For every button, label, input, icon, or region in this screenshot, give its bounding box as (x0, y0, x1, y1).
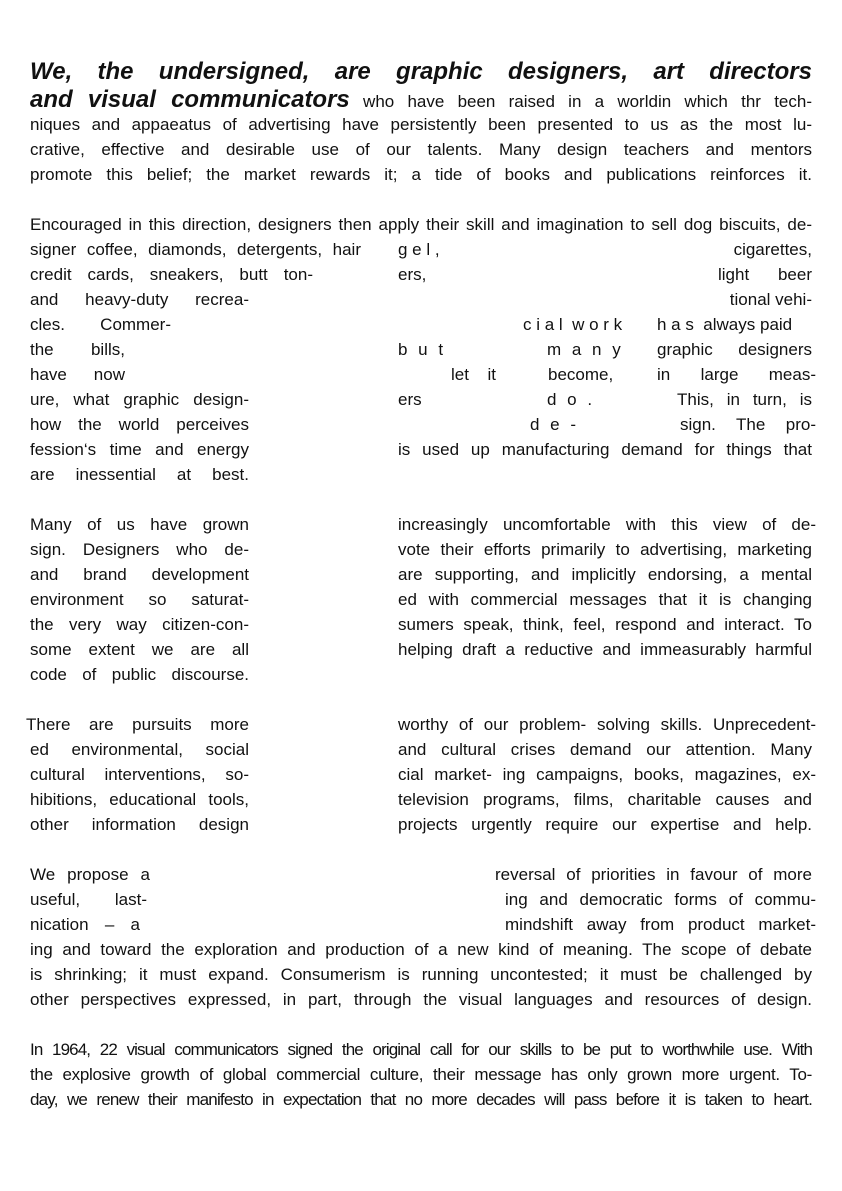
paragraph-2-fragment: ers, (398, 265, 427, 284)
paragraph-2-fragment: sign. The pro- (680, 415, 816, 434)
paragraph-2-fragment: is used up manufacturing demand for things that (398, 440, 812, 459)
paragraph-5-right-line: mindshift away from product market- (505, 915, 816, 934)
paragraph-4-right-line: and cultural crises demand our attention. Many (398, 740, 812, 759)
headline-line-2: and visual communicators (30, 86, 350, 113)
paragraph-2-fragment: let it (451, 365, 496, 384)
paragraph-3-right-line: helping draft a reductive and immeasurably harmful (398, 640, 812, 659)
paragraph-3-right-line: vote their efforts primarily to advertising, marketing (398, 540, 812, 559)
paragraph-5-left-line: nication – a (30, 915, 140, 934)
paragraph-1-line: niques and appaeatus of advertising have persistently been presented to us as the most lu- (30, 115, 812, 134)
paragraph-4-right-line: television programs, films, charitable causes and (398, 790, 812, 809)
paragraph-2-fragment: g e l , (398, 240, 440, 259)
paragraph-6-line: the explosive growth of global commercial culture, their message has only grown more urgent. To- (30, 1065, 812, 1084)
paragraph-2-left-line: credit cards, sneakers, butt ton- (30, 265, 313, 284)
paragraph-2-fragment: d e - (530, 415, 580, 434)
paragraph-1-line: crative, effective and desirable use of our talents. Many design teachers and mentors (30, 140, 812, 159)
paragraph-3-right-line: are supporting, and implicitly endorsing, a mental (398, 565, 812, 584)
paragraph-5-left-line: useful, last- (30, 890, 147, 909)
paragraph-2-left-line: fession‘s time and energy (30, 440, 249, 459)
paragraph-2-fragment: This, in turn, is (677, 390, 812, 409)
paragraph-3-right-line: sumers speak, think, feel, respond and interact. To (398, 615, 812, 634)
paragraph-2-fragment: become, (548, 365, 614, 384)
paragraph-5-right-line: reversal of priorities in favour of more (495, 865, 812, 884)
paragraph-2-left-line: how the world perceives (30, 415, 249, 434)
paragraph-4-left-line: hibitions, educational tools, (30, 790, 249, 809)
paragraph-2-fragment: d o . (547, 390, 596, 409)
paragraph-4-left-line: other information design (30, 815, 249, 834)
paragraph-4-left-line: cultural interventions, so- (30, 765, 249, 784)
paragraph-2-left-line: ure, what graphic design- (30, 390, 249, 409)
paragraph-3-left-line: sign. Designers who de- (30, 540, 249, 559)
paragraph-3-right-line: increasingly uncomfortable with this view of de- (398, 515, 816, 534)
paragraph-2-left-line: signer coffee, diamonds, detergents, hair (30, 240, 361, 259)
paragraph-5-line: ing and toward the exploration and production of a new kind of meaning. The scope of debate (30, 940, 812, 959)
paragraph-2-fragment: h a s always paid (657, 315, 793, 334)
headline-line-1: We, the undersigned, are graphic designers, art directors (30, 58, 812, 85)
paragraph-3-left-line: code of public discourse. (30, 665, 249, 684)
paragraph-2-left-line: cles. Commer- (30, 315, 171, 334)
paragraph-2-fragment: graphic designers (657, 340, 812, 359)
paragraph-2-left-line: are inessential at best. (30, 465, 249, 484)
paragraph-3-left-line: some extent we are all (30, 640, 249, 659)
paragraph-4-right-line: cial market- ing campaigns, books, magazines, ex- (398, 765, 816, 784)
paragraph-4-left-line: ed environmental, social (30, 740, 249, 759)
paragraph-2-fragment: c i a l w o r k (523, 315, 623, 334)
paragraph-5-line: is shrinking; it must expand. Consumerism is running uncontested; it must be challenged by (30, 965, 812, 984)
paragraph-2-fragment: cigarettes, (733, 240, 812, 259)
paragraph-2-left-line: have now (30, 365, 125, 384)
paragraph-2-fragment: m a n y (547, 340, 624, 359)
paragraph-2-fragment: in large meas- (657, 365, 816, 384)
paragraph-3-left-line: Many of us have grown (30, 515, 249, 534)
paragraph-2-left-line: and heavy-duty recrea- (30, 290, 249, 309)
paragraph-2-fragment: tional vehi- (729, 290, 812, 309)
paragraph-5-left-line: We propose a (30, 865, 150, 884)
paragraph-4-left-line: There are pursuits more (26, 715, 249, 734)
paragraph-5-right-line: ing and democratic forms of commu- (505, 890, 816, 909)
paragraph-2-intro: Encouraged in this direction, designers then apply their skill and imagination to sell dog biscuits, de- (30, 215, 812, 234)
paragraph-1-line: promote this belief; the market rewards it; a tide of books and publications reinforces it. (30, 165, 812, 184)
paragraph-2-left-line: the bills, (30, 340, 125, 359)
paragraph-6-line: day, we renew their manifesto in expectation that no more decades will pass before it is taken to heart. (30, 1090, 812, 1109)
paragraph-6-line: In 1964, 22 visual communicators signed the original call for our skills to be put to worthwhile use. With (30, 1040, 812, 1059)
paragraph-1-line: who have been raised in a worldin which thr tech- (363, 92, 812, 111)
paragraph-3-left-line: the very way citizen-con- (30, 615, 249, 634)
paragraph-5-line: other perspectives expressed, in part, through the visual languages and resources of design. (30, 990, 812, 1009)
paragraph-4-right-line: projects urgently require our expertise and help. (398, 815, 812, 834)
paragraph-3-left-line: environment so saturat- (30, 590, 249, 609)
paragraph-2-fragment: b u t (398, 340, 447, 359)
paragraph-2-fragment: ers (398, 390, 422, 409)
paragraph-3-right-line: ed with commercial messages that it is changing (398, 590, 812, 609)
paragraph-2-fragment: light beer (718, 265, 812, 284)
paragraph-3-left-line: and brand development (30, 565, 249, 584)
paragraph-4-right-line: worthy of our problem- solving skills. Unprecedent- (398, 715, 816, 734)
